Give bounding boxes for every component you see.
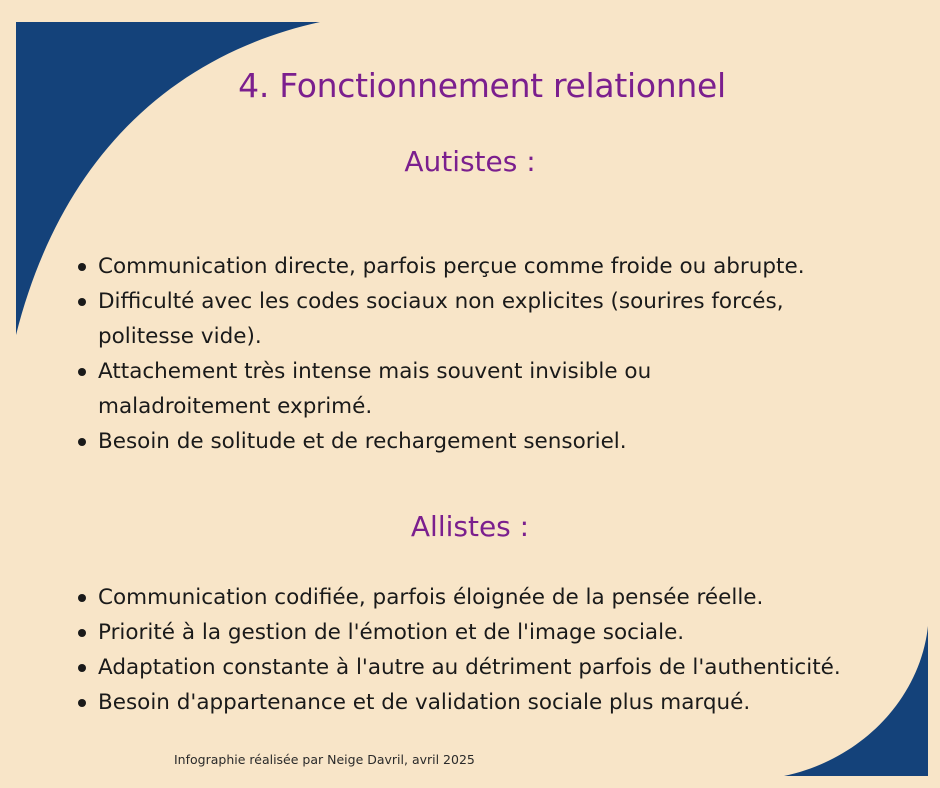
list-item: Difficulté avec les codes sociaux non explicites (sourires forcés, politesse vide). bbox=[76, 284, 878, 354]
page-title: 4. Fonctionnement relationnel bbox=[238, 66, 726, 105]
autistes-list bbox=[76, 249, 878, 459]
list-item: Adaptation constante à l'autre au détriment parfois de l'authenticité. bbox=[76, 650, 841, 685]
list-item: Priorité à la gestion de l'émotion et de l'image sociale. bbox=[76, 615, 841, 650]
section-heading-autistes: Autistes : bbox=[404, 145, 536, 178]
credit-text: Infographie réalisée par Neige Davril, avril 2025 bbox=[174, 752, 475, 767]
list-item: Besoin d'appartenance et de validation sociale plus marqué. bbox=[76, 685, 841, 720]
list-item: Communication codifiée, parfois éloignée de la pensée réelle. bbox=[76, 580, 841, 615]
section-heading-allistes: Allistes : bbox=[410, 510, 530, 543]
list-item: Communication directe, parfois perçue comme froide ou abrupte. bbox=[76, 249, 878, 284]
allistes-list bbox=[76, 580, 841, 720]
list-item: Besoin de solitude et de rechargement sensoriel. bbox=[76, 424, 878, 459]
list-item: Attachement très intense mais souvent invisible ou maladroitement exprimé. bbox=[76, 354, 878, 424]
